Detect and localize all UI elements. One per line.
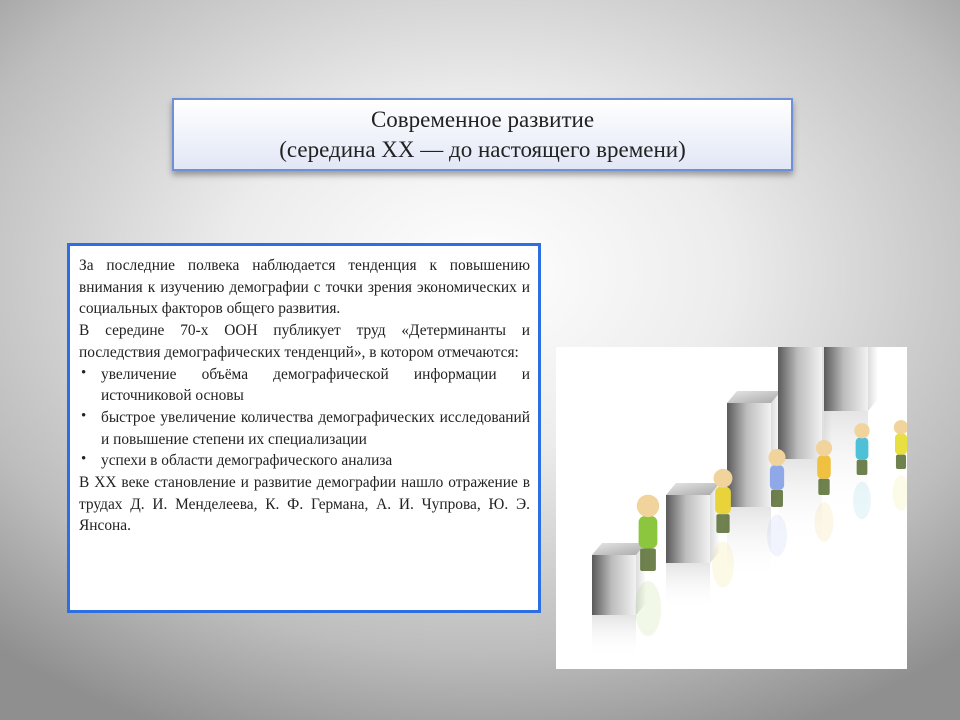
- person-head: [816, 440, 832, 456]
- person-legs: [818, 479, 829, 495]
- person-body: [770, 465, 784, 490]
- person-reflection: [815, 502, 834, 542]
- bar-chart-people-image: [556, 347, 907, 669]
- person-body: [856, 438, 869, 460]
- person-legs: [771, 490, 783, 507]
- person-reflection: [635, 581, 661, 636]
- bar-front: [778, 347, 822, 459]
- bullet-item: • успехи в области демографического анализа: [81, 451, 393, 470]
- bar-reflection: [592, 615, 636, 657]
- bullet-item: • быстрое увеличение количества демографических исследований и повышение степени их специализации: [81, 407, 530, 448]
- title-line-1: Современное развитие: [370, 106, 595, 132]
- person-body: [715, 487, 731, 514]
- bar-reflection: [666, 563, 710, 611]
- paragraph-3: В XX веке становление и развитие демографии нашло отражение в трудах Д. И. Менделеева, К. Ф. Германа, А. И. Чупрова, Ю. Э. Янсона.: [79, 474, 530, 535]
- bullet-icon: •: [81, 407, 87, 424]
- title-line-2: (середина XX — до настоящего времени): [279, 136, 686, 162]
- bullet-icon: •: [81, 451, 87, 468]
- person-legs: [857, 460, 868, 475]
- person-legs: [896, 455, 906, 469]
- paragraph-1: За последние полвека наблюдается тенденция к повышению внимания к изучению демографии с точки зрения экономических и социальных факторов общего развития.: [79, 257, 530, 318]
- bullet-icon: •: [81, 364, 87, 381]
- bar-front: [824, 347, 868, 411]
- person-reflection: [712, 541, 734, 587]
- person-head: [714, 469, 733, 488]
- bar-front: [666, 495, 710, 563]
- person-head: [637, 495, 660, 518]
- person-reflection: [893, 475, 907, 510]
- bar-side: [868, 347, 878, 411]
- person-reflection: [767, 515, 787, 557]
- person-legs: [716, 514, 729, 533]
- person-body: [895, 434, 907, 455]
- content-text-box: [67, 243, 541, 613]
- person-body: [817, 455, 831, 478]
- person-head: [854, 423, 869, 438]
- paragraph-2: В середине 70-х ООН публикует труд «Детерминанты и последствия демографических тенденций», в котором отмечаются:: [79, 322, 530, 361]
- bullet-item: • увеличение объёма демографической информации и источниковой основы: [81, 364, 530, 405]
- bar-front: [592, 555, 636, 615]
- person-body: [639, 516, 658, 549]
- person-legs: [640, 549, 656, 572]
- person-reflection: [853, 482, 871, 519]
- bar-chart-with-people-icon: [556, 347, 907, 669]
- person-head: [768, 449, 785, 466]
- bar-front: [727, 403, 771, 507]
- person-head: [894, 420, 907, 434]
- title-box: [172, 98, 793, 171]
- bullet-list: [79, 364, 530, 473]
